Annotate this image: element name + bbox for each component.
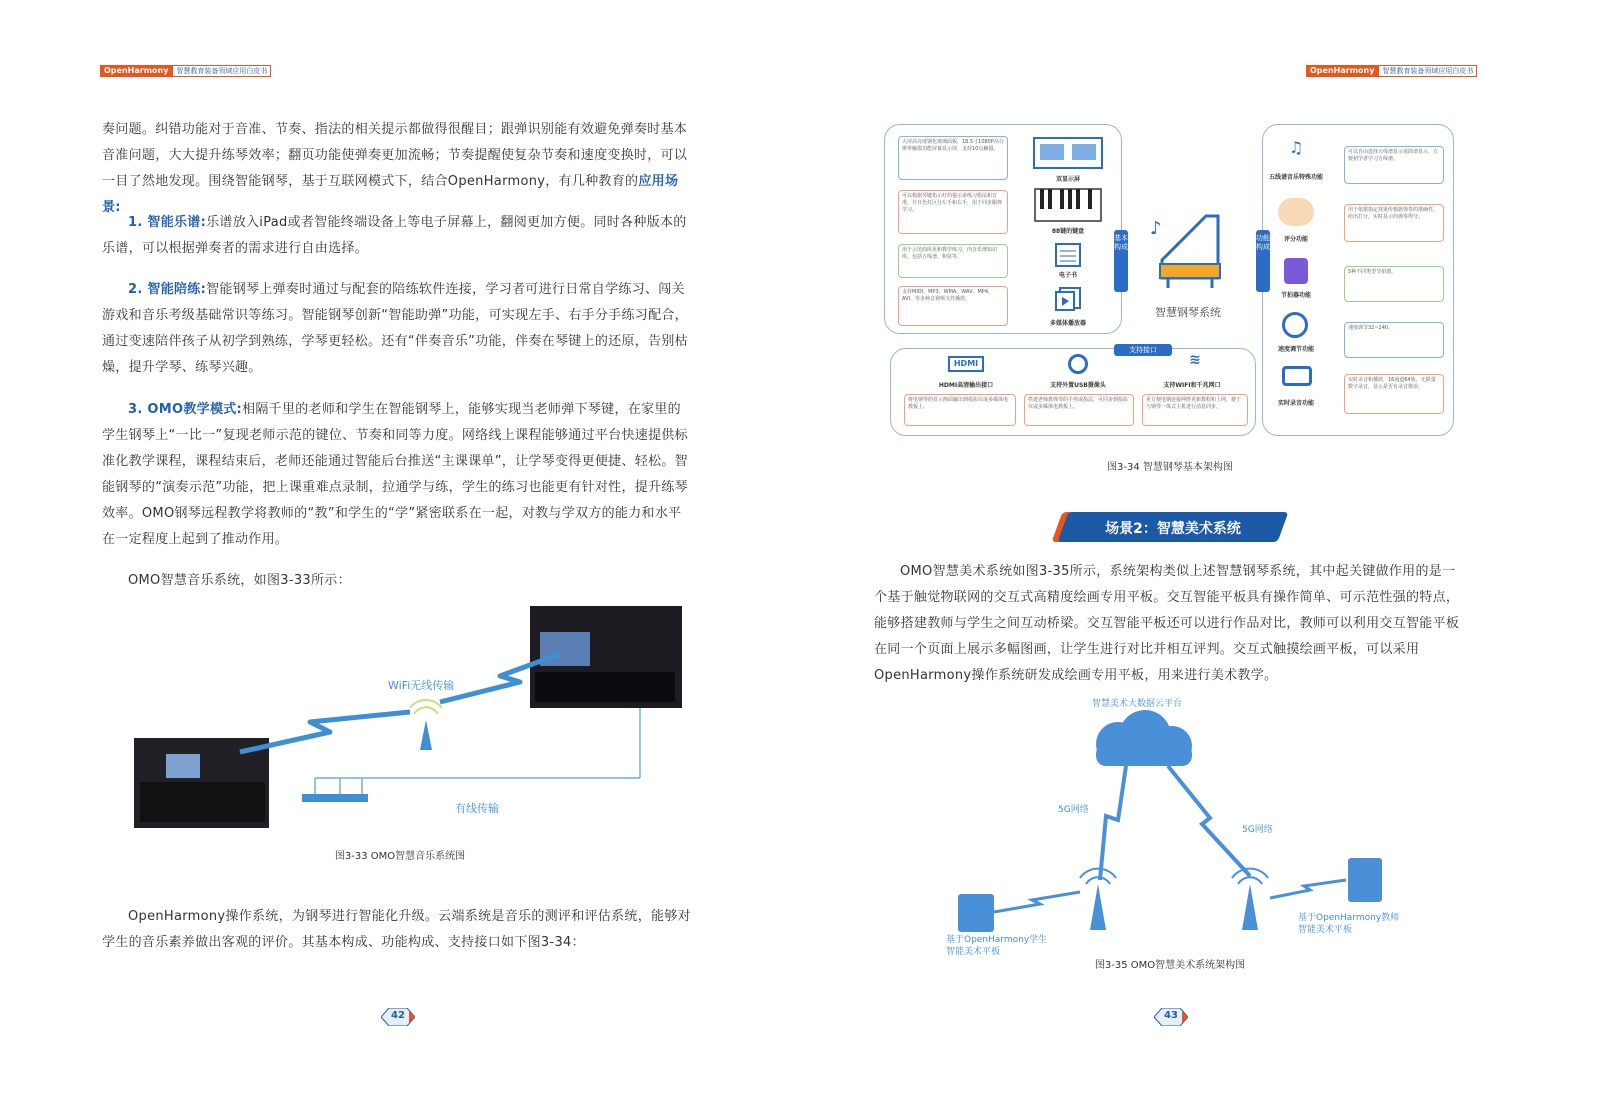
media-player-label: 多媒体播放器 xyxy=(1049,320,1086,327)
speed-function-label: 速度调节功能 xyxy=(1277,346,1314,353)
cloud-platform-label: 智慧美术大数据云平台 xyxy=(1092,699,1183,709)
student-tablet-label-line2: 智能美术平板 xyxy=(946,947,1001,957)
wifi-signal-icon xyxy=(410,700,442,714)
music-note-icon: ♫ xyxy=(1288,138,1304,157)
paragraph-openharmony-piano: OpenHarmony操作系统，为钢琴进行智能化升级。云端系统是音乐的测评和评估系统，能够对学生的音乐素养做出客观的评价。其基本构成、功能构成、支持接口如下图3-34： xyxy=(102,909,691,950)
ebook-label: 电子书 xyxy=(1058,272,1077,279)
list-item-title: 2. 智能陪练: xyxy=(128,282,207,297)
metronome-icon xyxy=(1284,258,1308,284)
scene-2-title: 场景2：智慧美术系统 xyxy=(1105,521,1241,537)
paragraph-intro-text: 奏问题。纠错功能对于音准、节奏、指法的相关提示都做得很醒目；跟弹识别能有效避免弹奏时基本音准问题，大大提升练琴效率；翻页功能使弹奏更加流畅；节奏提醒使复杂节奏和速度变换时，可以一目了然地发现。围绕智能钢琴，基于互联网模式下，结合OpenHarmony，有几种教育的 xyxy=(102,122,688,189)
piano-screen-student xyxy=(166,754,200,778)
cloud-icon xyxy=(1096,710,1192,766)
wifi-beam-left xyxy=(240,712,410,752)
page-number-right xyxy=(1154,1008,1188,1026)
card-ebook: 用于示范曲库更和教学练习，内含乐理知识库，包括五线谱、和弦等。 xyxy=(898,244,1008,278)
staff-function-label: 五线谱音乐特殊功能 xyxy=(1268,174,1323,181)
header-subtitle: 智慧教育装备领域应用白皮书 xyxy=(172,65,271,77)
score-function-label: 评分功能 xyxy=(1283,236,1308,243)
camera-icon xyxy=(1068,354,1088,374)
network-link-left xyxy=(1100,766,1126,880)
student-tablet-icon xyxy=(958,894,994,932)
card-wifi: 更方便电钢连接网络更新教程和上网，便于与钢琴一体式主机进行消息同步。 xyxy=(1142,394,1248,426)
wifi-icon: ≋ xyxy=(1189,352,1201,368)
student-tablet-label xyxy=(946,934,1047,958)
hdmi-icon: HDMI xyxy=(948,356,984,372)
card-hdmi: 将电钢琴的显示画面输出到投影仪或多媒体电教板上。 xyxy=(904,394,1016,426)
list-item-text: 乐谱放入iPad或者智能终端设备上等电子屏幕上，翻阅更加方便。同时各种版本的乐谱，可以根据弹奏者的需求进行自由选择。 xyxy=(102,215,687,256)
tower-right xyxy=(1242,884,1258,930)
usb-camera-label: 支持外置USB摄像头 xyxy=(1050,382,1106,389)
hdmi-label: HDMI高清输出接口 xyxy=(938,382,994,389)
figure-piano-architecture xyxy=(880,118,1458,440)
record-icon xyxy=(1282,366,1312,386)
score-icon xyxy=(1278,198,1314,226)
tab-function-composition: 功能构成 xyxy=(1256,230,1270,292)
paragraph-art-system: OMO智慧美术系统如图3-35所示，系统架构类似上述智慧钢琴系统，其中起关键做作用的是一个基于触觉物联网的交互式高精度绘画专用平板。交互智能平板具有操作简单、可示范性强的特点，能够搭建教师与学生之间互动桥梁。交互智能平板还可以进行作品对比，教师可以利用交互智能平板在同一个页面上展示多幅图画，让学生进行对比并相互评判。交互式触摸绘画平板，可以采用OpenHarmony操作系统研发成绘画专用平板，用来进行美术教学。 xyxy=(874,564,1460,683)
paragraph-figure-intro: OMO智慧音乐系统，如图3-33所示： xyxy=(128,573,351,588)
figure-34-caption: 图3-34 智慧钢琴基本架构图 xyxy=(1107,462,1233,473)
smart-piano-icon xyxy=(1148,206,1230,290)
list-item-title: 1. 智能乐谱: xyxy=(128,215,207,230)
network-label-right: 5G网络 xyxy=(1242,825,1273,835)
keyboard-icon xyxy=(1034,188,1102,222)
smart-piano-label: 智慧钢琴系统 xyxy=(1155,306,1221,319)
wired-transfer-label: 有线传输 xyxy=(455,802,499,815)
svg-text:♪: ♪ xyxy=(1150,218,1162,239)
card-key-lights: 可以根据琴键指示灯的提示来练习指法和音准，并且色灯区分左手和右手，用于同步跟弹学习。 xyxy=(898,190,1008,234)
card-media: 支持MIDI、MP3、WMA、WAV、MP4、AVI、等多种音视频文件播放。 xyxy=(898,286,1008,326)
teacher-tablet-label xyxy=(1298,912,1399,936)
tower-left xyxy=(1090,884,1106,930)
card-speed: 速度调节32~240。 xyxy=(1344,322,1444,358)
header-subtitle: 智慧教育装备领域应用白皮书 xyxy=(1378,65,1477,77)
student-tablet-label-line1: 基于OpenHarmony学生 xyxy=(946,935,1048,945)
page-number-left xyxy=(381,1008,415,1026)
paragraph-intro-highlight: 应用场景: xyxy=(102,174,679,215)
dual-screen-label: 双显示屏 xyxy=(1055,176,1080,183)
header-brand: OpenHarmony xyxy=(1306,65,1378,77)
record-function-label: 实时录音功能 xyxy=(1277,400,1314,407)
teacher-tablet-label-line2: 智能美术平板 xyxy=(1298,925,1353,935)
list-item-text: 相隔千里的老师和学生在智能钢琴上，能够实现当老师弹下琴键，在家里的学生钢琴上“一比一”复现老师示范的键位、节奏和同等力度。网络线上课程能够通过平台快速提供标准化教学课程，课程结束后，老师还能通过智能后台推送“主课课单”，让学琴变得更便捷、轻松。智能钢琴的“演奏示范”功能，把上课重难点录制，拉通学与练，学生的练习也能更有针对性，提升练琴效率。OMO钢琴远程教学将教师的“教”和学生的“学”紧密联系在一起，对教与学双方的能力和水平在一定程度上起到了推动作用。 xyxy=(102,402,688,547)
header-tag-left xyxy=(100,65,271,77)
card-score: 用于依据指定找重传根据弹奏的准确性，给出打分，实时显示的弹奏得分。 xyxy=(1344,204,1444,242)
wifi-tower xyxy=(420,720,432,750)
network-label-left: 5G网络 xyxy=(1058,805,1089,815)
figure-omo-music-system xyxy=(130,602,685,832)
teacher-tablet-label-line1: 基于OpenHarmony教师 xyxy=(1298,913,1400,923)
metronome-function-label: 节拍器功能 xyxy=(1280,292,1311,299)
header-brand: OpenHarmony xyxy=(100,65,172,77)
tab-basic-composition: 基本构成 xyxy=(1114,230,1128,292)
list-item-omo-teaching xyxy=(102,397,694,553)
list-item-smart-practice xyxy=(102,277,694,381)
signal-right-icon xyxy=(1232,869,1268,884)
ebook-icon xyxy=(1054,242,1082,268)
media-player-icon xyxy=(1054,286,1082,312)
card-usb-camera: 搭建老师教弹琴的手势或指法，可同步到投影仪或多媒体电教板上。 xyxy=(1024,394,1134,426)
teacher-tablet-icon xyxy=(1348,858,1382,902)
wifi-network-label: 支持WIFI和千兆网口 xyxy=(1163,382,1221,389)
page-number-text: 42 xyxy=(391,1010,405,1021)
list-item-text: 智能钢琴上弹奏时通过与配套的陪练软件连接，学习者可进行日常自学练习、闯关游戏和音乐考级基础常识等练习。智能钢琴创新“智能助弹”功能，可实现左手、右手分手练习配合，通过变速陪伴孩子从初学到熟练，学琴更轻松。还有“伴奏音乐”功能，伴奏在琴键上的还原，告别枯燥，提升学琴、练琴兴趣。 xyxy=(102,282,688,375)
figure-35-caption: 图3-35 OMO智慧美术系统架构图 xyxy=(1094,960,1246,971)
network-switch-icon xyxy=(302,794,368,802)
tab-interface: 支持接口 xyxy=(1114,344,1172,356)
dual-screen-icon xyxy=(1032,136,1104,172)
page-number-text: 43 xyxy=(1164,1010,1178,1021)
wifi-transfer-label: WiFi无线传输 xyxy=(388,679,455,692)
list-item-title: 3. OMO教学模式: xyxy=(128,402,243,417)
paragraph-intro xyxy=(102,117,694,221)
card-metronome: 5种不同类型节拍器。 xyxy=(1344,266,1444,302)
signal-left-icon xyxy=(1080,869,1116,884)
list-item-smart-score xyxy=(102,210,694,262)
speed-icon xyxy=(1282,312,1308,338)
header-tag-right xyxy=(1306,65,1477,77)
network-link-right xyxy=(1168,766,1250,876)
scene-2-banner xyxy=(1063,512,1283,542)
figure-33-caption: 图3-33 OMO智慧音乐系统图 xyxy=(334,851,466,862)
card-screen: 大屏高亮度钢化玻璃面板，18.5寸1080P高分辨率触摸功能屏幕显示屏，支持10点触摸。 xyxy=(898,136,1008,180)
card-record: 实时录音和播放，16通道64轨，无限量数字录音，显示是否有录音错误。 xyxy=(1344,374,1444,414)
card-staff: 可以自由选择五线谱显示或简谱显示，方便初学者学习五线谱。 xyxy=(1344,146,1444,184)
keyboard-label: 88键的键盘 xyxy=(1051,228,1085,235)
